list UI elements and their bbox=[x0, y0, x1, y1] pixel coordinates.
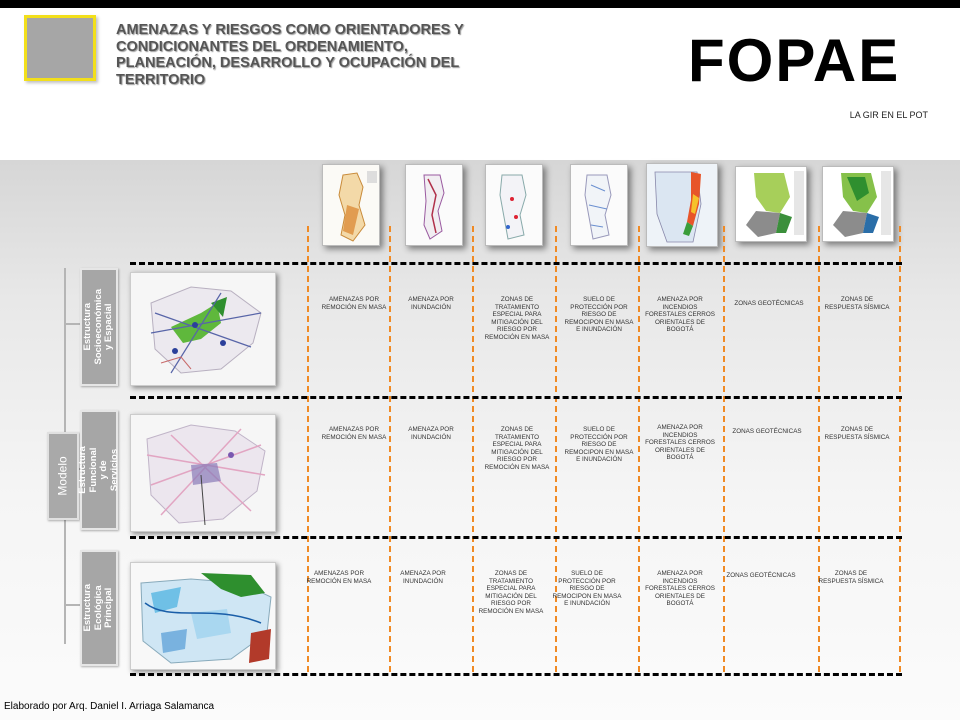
row-divider bbox=[130, 396, 902, 399]
page-title: AMENAZAS Y RIESGOS COMO ORIENTADORES Y CONDICIONANTES DEL ORDENAMIENTO, PLANEACIÓN, DESARROLLO Y OCUPACIÓN DEL TERRITORIO bbox=[116, 22, 464, 88]
cell-r1-tratamiento: ZONAS DE TRATAMIENTO ESPECIAL PARA MITIGACIÓN DEL RIESGO POR REMOCIÓN EN MASA bbox=[484, 296, 550, 341]
map-socioeconomica bbox=[130, 272, 276, 386]
map-funcional bbox=[130, 414, 276, 532]
cell-r3-geotecnicas: ZONAS GEOTÉCNICAS bbox=[726, 572, 796, 579]
author-credit: Elaborado por Arq. Daniel I. Arriaga Salamanca bbox=[4, 701, 215, 712]
map-thumb-suelo-proteccion bbox=[570, 164, 628, 246]
cell-r3-incendios: AMENAZA POR INCENDIOS FORESTALES CERROS ORIENTALES DE BOGOTÁ bbox=[645, 570, 715, 608]
map-ecologica bbox=[130, 562, 276, 670]
column-divider bbox=[307, 226, 309, 672]
cell-r3-tratamiento: ZONAS DE TRATAMIENTO ESPECIAL PARA MITIGACIÓN DEL RIESGO POR REMOCIÓN EN MASA bbox=[478, 570, 544, 615]
estructura-label-funcional: Estructura Funcional y de Servicios bbox=[80, 410, 118, 530]
modelo-label: Modelo bbox=[47, 432, 79, 520]
cell-r2-geotecnicas: ZONAS GEOTÉCNICAS bbox=[732, 428, 802, 435]
cell-r3-suelo: SUELO DE PROTECCIÓN POR RIESGO DE REMOCIPON EN MASA E INUNDACIÓN bbox=[552, 570, 622, 608]
model-bracket-tick bbox=[64, 323, 80, 325]
logo-square bbox=[24, 15, 96, 81]
cell-r2-tratamiento: ZONAS DE TRATAMIENTO ESPECIAL PARA MITIGACIÓN DEL RIESGO POR REMOCIÓN EN MASA bbox=[484, 426, 550, 471]
cell-r3-remocion: AMENAZAS POR REMOCIÓN EN MASA bbox=[306, 570, 372, 585]
map-thumb-geotecnicas bbox=[735, 166, 807, 242]
row-divider bbox=[130, 262, 902, 265]
cell-r1-suelo: SUELO DE PROTECCIÓN POR RIESGO DE REMOCIPON EN MASA E INUNDACIÓN bbox=[564, 296, 634, 334]
cell-r1-remocion: AMENAZAS POR REMOCIÓN EN MASA bbox=[321, 296, 387, 311]
cell-r2-inundacion: AMENAZA POR INUNDACIÓN bbox=[408, 426, 454, 441]
brand-logo: FOPAE bbox=[688, 27, 901, 94]
column-divider bbox=[472, 226, 474, 672]
column-divider bbox=[899, 226, 901, 672]
column-divider bbox=[389, 226, 391, 672]
model-bracket-tick bbox=[64, 604, 80, 606]
top-bar bbox=[0, 0, 960, 8]
cell-r2-suelo: SUELO DE PROTECCIÓN POR RIESGO DE REMOCIPON EN MASA E INUNDACIÓN bbox=[564, 426, 634, 464]
cell-r1-geotecnicas: ZONAS GEOTÉCNICAS bbox=[734, 300, 804, 307]
map-thumb-respuesta-sismica bbox=[822, 166, 894, 242]
cell-r2-sismica: ZONAS DE RESPUESTA SÍSMICA bbox=[824, 426, 890, 441]
cell-r1-incendios: AMENAZA POR INCENDIOS FORESTALES CERROS ORIENTALES DE BOGOTÁ bbox=[645, 296, 715, 334]
column-divider bbox=[638, 226, 640, 672]
row-divider bbox=[130, 673, 902, 676]
column-divider bbox=[818, 226, 820, 672]
cell-r1-sismica: ZONAS DE RESPUESTA SÍSMICA bbox=[824, 296, 890, 311]
brand-subtitle: LA GIR EN EL POT bbox=[849, 110, 928, 120]
map-thumb-remocion bbox=[322, 164, 380, 246]
estructura-label-ecologica: Estructura Ecológica Principal bbox=[80, 550, 118, 666]
map-thumb-inundacion bbox=[405, 164, 463, 246]
column-divider bbox=[723, 226, 725, 672]
estructura-label-socioeconomica: Estructura Socioeconómica y Espacial bbox=[80, 268, 118, 386]
cell-r1-inundacion: AMENAZA POR INUNDACIÓN bbox=[408, 296, 454, 311]
cell-r2-incendios: AMENAZA POR INCENDIOS FORESTALES CERROS ORIENTALES DE BOGOTÁ bbox=[645, 424, 715, 462]
cell-r3-inundacion: AMENAZA POR INUNDACIÓN bbox=[400, 570, 446, 585]
map-thumb-incendios bbox=[646, 163, 718, 247]
map-thumb-tratamiento bbox=[485, 164, 543, 246]
row-divider bbox=[130, 536, 902, 539]
cell-r3-sismica: ZONAS DE RESPUESTA SÍSMICA bbox=[818, 570, 884, 585]
cell-r2-remocion: AMENAZAS POR REMOCIÓN EN MASA bbox=[321, 426, 387, 441]
